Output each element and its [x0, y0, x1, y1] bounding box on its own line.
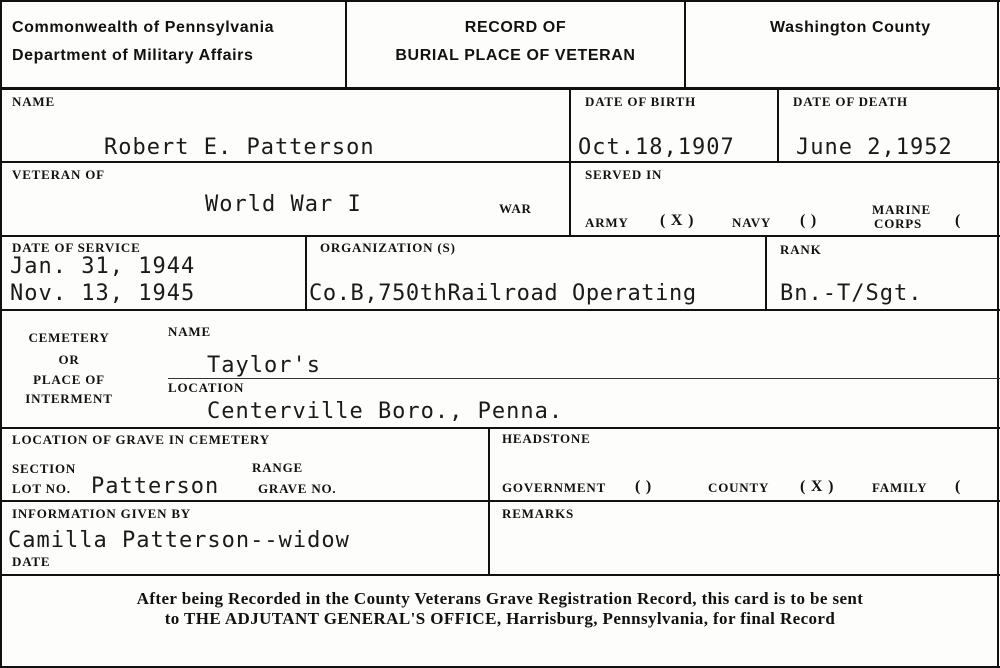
footer-line-2: to THE ADJUTANT GENERAL'S OFFICE, Harrisburg, Pennsylvania, for final Record — [164, 609, 836, 628]
info-given-by-value: Camilla Patterson--widow — [8, 528, 350, 553]
war-label: WAR — [499, 201, 532, 216]
navy-label: NAVY — [732, 215, 772, 230]
divider-header — [0, 87, 1000, 90]
divider-row2 — [0, 235, 1000, 237]
cemetery-side-label-3: PLACE OF — [33, 372, 105, 387]
date-label: DATE — [12, 554, 51, 569]
marine-label-line1: MARINE — [872, 202, 931, 217]
divider-row5 — [0, 500, 1000, 502]
navy-mark: ( ) — [800, 212, 818, 229]
cemetery-side-label-2: OR — [58, 352, 80, 367]
section-label: SECTION — [12, 461, 77, 476]
right-border — [997, 0, 999, 668]
info-given-by-label: INFORMATION GIVEN BY — [12, 506, 191, 521]
vdiv-row3-b — [765, 236, 767, 310]
divider-row6 — [0, 574, 1000, 576]
grave-no-label: GRAVE NO. — [258, 481, 337, 496]
veteran-of-value: World War I — [205, 192, 362, 217]
vdiv-row1-a — [569, 88, 571, 236]
header-record-of: RECORD OF — [464, 19, 567, 36]
family-mark: ( — [955, 478, 962, 495]
date-of-service-from: Jan. 31, 1944 — [10, 254, 196, 279]
grave-location-label: LOCATION OF GRAVE IN CEMETERY — [12, 432, 270, 447]
veteran-of-label: VETERAN OF — [12, 167, 105, 182]
date-of-birth-value: Oct.18,1907 — [578, 135, 735, 160]
county-label: COUNTY — [708, 480, 770, 495]
name-label: NAME — [12, 94, 55, 109]
header-commonwealth: Commonwealth of Pennsylvania — [12, 19, 275, 36]
county-mark: ( X ) — [800, 478, 835, 495]
marine-mark: ( — [955, 212, 962, 229]
date-of-service-label: DATE OF SERVICE — [12, 240, 141, 255]
vdiv-row5 — [488, 428, 490, 575]
lot-label: LOT NO. — [12, 481, 71, 496]
family-label: FAMILY — [872, 480, 928, 495]
range-label: RANGE — [252, 460, 303, 475]
divider-row4 — [0, 427, 1000, 429]
organization-value: Co.B,750thRailroad Operating — [309, 281, 697, 306]
vdiv-row1-b — [777, 88, 779, 162]
rank-value: Bn.-T/Sgt. — [780, 281, 923, 306]
army-label: ARMY — [585, 215, 629, 230]
date-of-birth-label: DATE OF BIRTH — [585, 94, 697, 109]
vdiv-row3-a — [305, 236, 307, 310]
vdiv-header-1 — [345, 0, 347, 88]
government-label: GOVERNMENT — [502, 480, 607, 495]
left-border — [0, 0, 2, 668]
date-of-service-to: Nov. 13, 1945 — [10, 281, 196, 306]
name-value: Robert E. Patterson — [104, 135, 375, 160]
vdiv-header-2 — [684, 0, 686, 88]
cemetery-name-value: Taylor's — [207, 353, 321, 378]
lot-value: Patterson — [91, 474, 220, 499]
top-border — [0, 0, 1000, 2]
header-county: Washington County — [770, 19, 931, 36]
date-of-death-label: DATE OF DEATH — [793, 94, 908, 109]
cemetery-name-label: NAME — [168, 324, 211, 339]
header-burial-place: BURIAL PLACE OF VETERAN — [395, 47, 636, 64]
organization-label: ORGANIZATION (S) — [320, 240, 456, 255]
marine-label-line2: CORPS — [874, 216, 923, 231]
cemetery-name-line — [168, 378, 1000, 379]
cemetery-side-label-4: INTERMENT — [25, 391, 113, 406]
header-department: Department of Military Affairs — [12, 47, 254, 64]
served-in-label: SERVED IN — [585, 167, 663, 182]
cemetery-location-value: Centerville Boro., Penna. — [207, 399, 564, 424]
headstone-label: HEADSTONE — [502, 431, 591, 446]
footer-line-1: After being Recorded in the County Veterans Grave Registration Record, this card is to be sent — [136, 589, 864, 608]
cemetery-location-label: LOCATION — [168, 380, 245, 395]
cemetery-side-label-1: CEMETERY — [28, 330, 110, 345]
date-of-death-value: June 2,1952 — [796, 135, 953, 160]
government-mark: ( ) — [635, 478, 653, 495]
remarks-label: REMARKS — [502, 506, 575, 521]
rank-label: RANK — [780, 242, 822, 257]
divider-row1 — [0, 161, 1000, 163]
divider-row3 — [0, 309, 1000, 311]
army-mark: ( X ) — [660, 212, 695, 229]
